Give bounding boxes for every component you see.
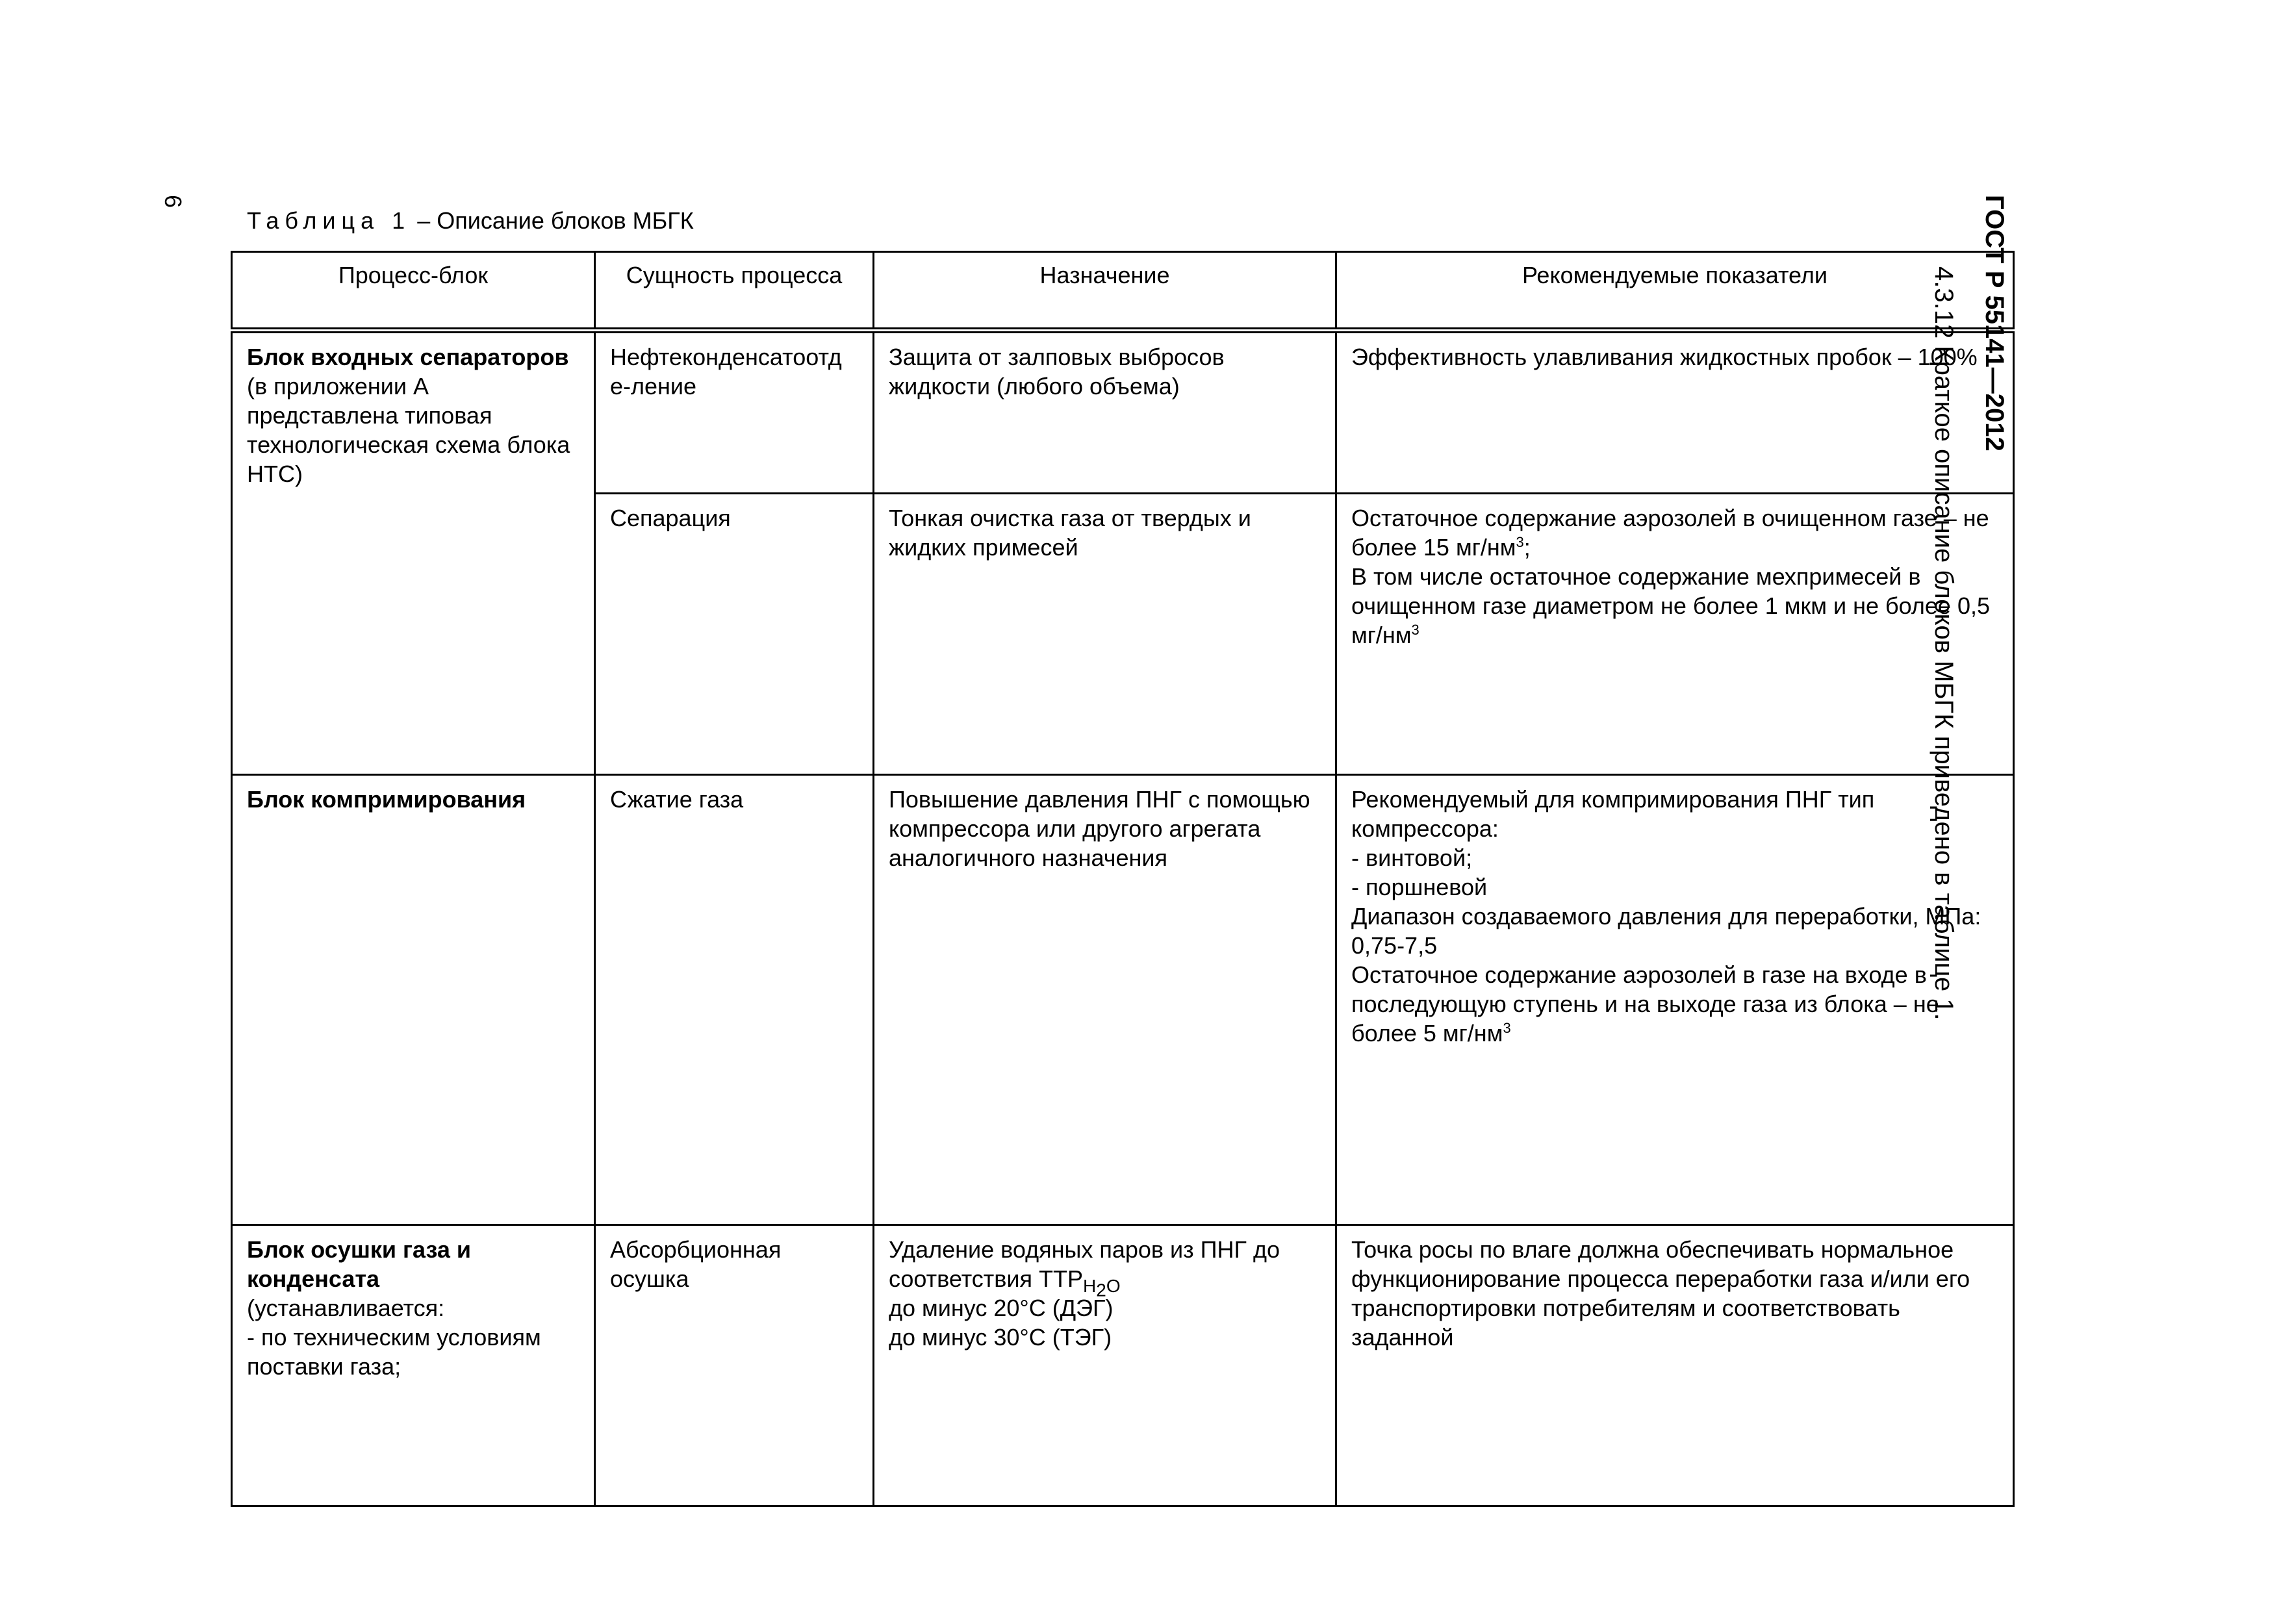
process-cell: Сепарация	[595, 494, 874, 775]
purpose-line: до минус 30°С (ТЭГ)	[889, 1324, 1112, 1351]
section-note: 4.3.12 Краткое описание блоков МБГК приведено в таблице 1.	[1929, 266, 1958, 1021]
block-title: Блок входных сепараторов	[247, 344, 569, 370]
subscript-letter: Н	[1083, 1276, 1097, 1297]
table-header-row	[232, 252, 2014, 331]
indicator-text: Остаточное содержание аэрозолей в газе на входе в последующую ступень и на выходе газа из блока – не более 5 мг/нм	[1351, 961, 1939, 1047]
block-title: Блок осушки газа и конденсата	[247, 1236, 472, 1292]
column-header: Назначение	[874, 252, 1336, 331]
indicator-text: Остаточное содержание аэрозолей в очищенном газе – не более 15 мг/нм	[1351, 505, 1989, 561]
table-caption	[247, 207, 694, 235]
block-description: (устанавливается:	[247, 1295, 445, 1321]
page-number: 6	[160, 194, 186, 209]
indicator-line	[1351, 562, 1998, 650]
indicator-line: Диапазон создаваемого давления для переработки, МПа: 0,75-7,5	[1351, 903, 1981, 959]
indicator-line: Рекомендуемый для компримирования ПНГ тип компрессора:	[1351, 786, 1875, 842]
superscript: 3	[1516, 534, 1524, 550]
subscript-digit: 2	[1096, 1280, 1106, 1300]
indicators-cell: Точка росы по влаге должна обеспечивать нормальное функционирование процесса переработки газа и/или его транспортировки потребителям и соответствовать заданной	[1336, 1225, 2014, 1506]
indicator-line	[1351, 503, 1998, 562]
indicator-line: - поршневой	[1351, 874, 1488, 900]
indicators-cell	[1336, 494, 2014, 775]
indicator-text: В том числе остаточное содержание мехпримесей в очищенном газе диаметром не более 1 мкм и не более 0,5 мг/нм	[1351, 563, 1990, 648]
block-description: - по техническим условиям поставки газа;	[247, 1324, 541, 1380]
process-cell: Абсорбционная осушка	[595, 1225, 874, 1506]
purpose-text: Удаление водяных паров из ПНГ до соответствия ТТР	[889, 1236, 1280, 1292]
purpose-cell: Защита от залповых выбросов жидкости (любого объема)	[874, 331, 1336, 494]
purpose-cell: Тонкая очистка газа от твердых и жидких примесей	[874, 494, 1336, 775]
process-cell: Сжатие газа	[595, 775, 874, 1225]
purpose-cell: Повышение давления ПНГ с помощью компрессора или другого агрегата аналогичного назначения	[874, 775, 1336, 1225]
indicators-cell	[1336, 775, 2014, 1225]
table-row	[232, 331, 2014, 494]
process-cell: Нефтеконденсатоотд е-ление	[595, 331, 874, 494]
block-title: Блок компримирования	[247, 786, 526, 813]
table-row	[232, 1225, 2014, 1506]
column-header: Процесс-блок	[232, 252, 595, 331]
subscript-tail: О	[1106, 1276, 1121, 1297]
column-header: Сущность процесса	[595, 252, 874, 331]
block-cell	[232, 331, 595, 775]
table-caption-title: – Описание блоков МБГК	[417, 207, 694, 234]
indicators-cell: Эффективность улавливания жидкостных пробок – 100%	[1336, 331, 2014, 494]
purpose-line: до минус 20°С (ДЭГ)	[889, 1295, 1114, 1321]
mbgk-blocks-table	[231, 251, 2015, 1507]
block-description: (в приложении А представлена типовая технологическая схема блока НТС)	[247, 373, 570, 487]
purpose-line	[889, 1235, 1321, 1300]
table-caption-label: Таблица 1	[247, 207, 411, 234]
column-header: Рекомендуемые показатели	[1336, 252, 2014, 331]
standard-designation: ГОСТ Р 55141—2012	[1980, 195, 2009, 451]
indicator-line: - винтовой;	[1351, 844, 1473, 871]
superscript: 3	[1411, 622, 1420, 638]
indicator-line	[1351, 960, 1998, 1048]
block-cell	[232, 1225, 595, 1506]
indicator-punct: ;	[1523, 534, 1531, 561]
purpose-cell	[874, 1225, 1336, 1506]
table-row	[232, 775, 2014, 1225]
block-cell	[232, 775, 595, 1225]
superscript: 3	[1503, 1020, 1511, 1036]
